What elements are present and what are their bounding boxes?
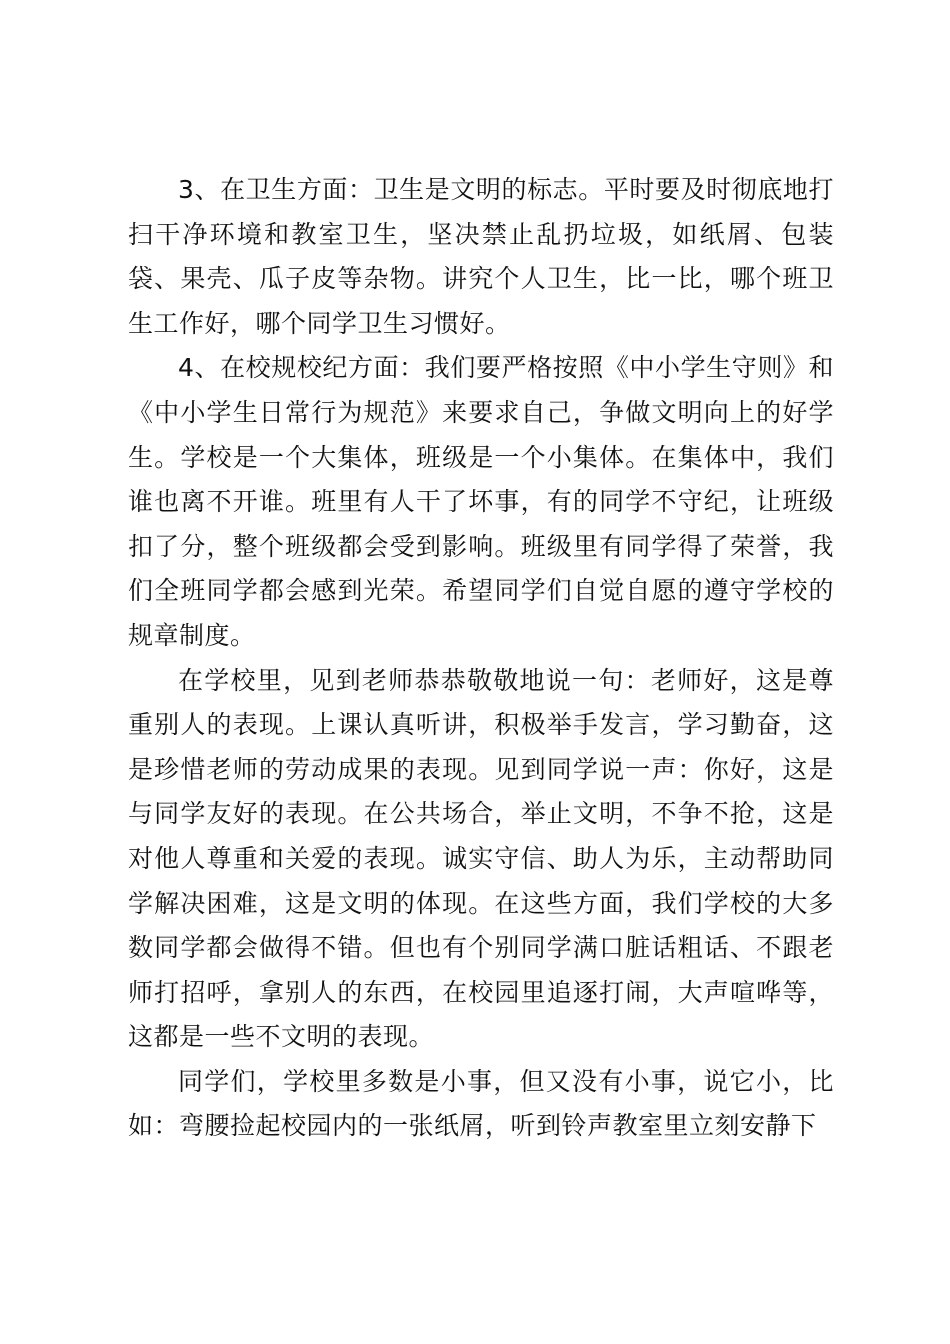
- paragraph-small-matters: 同学们，学校里多数是小事，但又没有小事，说它小，比如：弯腰捡起校园内的一张纸屑，听到铃声教室里立刻安静下: [128, 1066, 834, 1141]
- paragraph-hygiene: 3、在卫生方面：卫生是文明的标志。平时要及时彻底地打扫干净环境和教室卫生，坚决禁止乱扔垃圾，如纸屑、包装袋、果壳、瓜子皮等杂物。讲究个人卫生，比一比，哪个班卫生工作好，哪个同学卫生习惯好。: [128, 175, 834, 338]
- paragraph-courtesy: 在学校里，见到老师恭恭敬敬地说一句：老师好，这是尊重别人的表现。上课认真听讲，积极举手发言，学习勤奋，这是珍惜老师的劳动成果的表现。见到同学说一声：你好，这是与同学友好的表现。在公共场合，举止文明，不争不抢，这是对他人尊重和关爱的表现。诚实守信、助人为乐，主动帮助同学解决困难，这是文明的体现。在这些方面，我们学校的大多数同学都会做得不错。但也有个别同学满口脏话粗话、不跟老师打招呼，拿别人的东西，在校园里追逐打闹，大声喧哗等，这都是一些不文明的表现。: [128, 665, 834, 1052]
- paragraph-school-rules: 4、在校规校纪方面：我们要严格按照《中小学生守则》和《中小学生日常行为规范》来要求自己，争做文明向上的好学生。学校是一个大集体，班级是一个小集体。在集体中，我们谁也离不开谁。班里有人干了坏事，有的同学不守纪，让班级扣了分，整个班级都会受到影响。班级里有同学得了荣誉，我们全班同学都会感到光荣。希望同学们自觉自愿的遵守学校的规章制度。: [128, 353, 834, 650]
- document-body: [128, 168, 834, 1149]
